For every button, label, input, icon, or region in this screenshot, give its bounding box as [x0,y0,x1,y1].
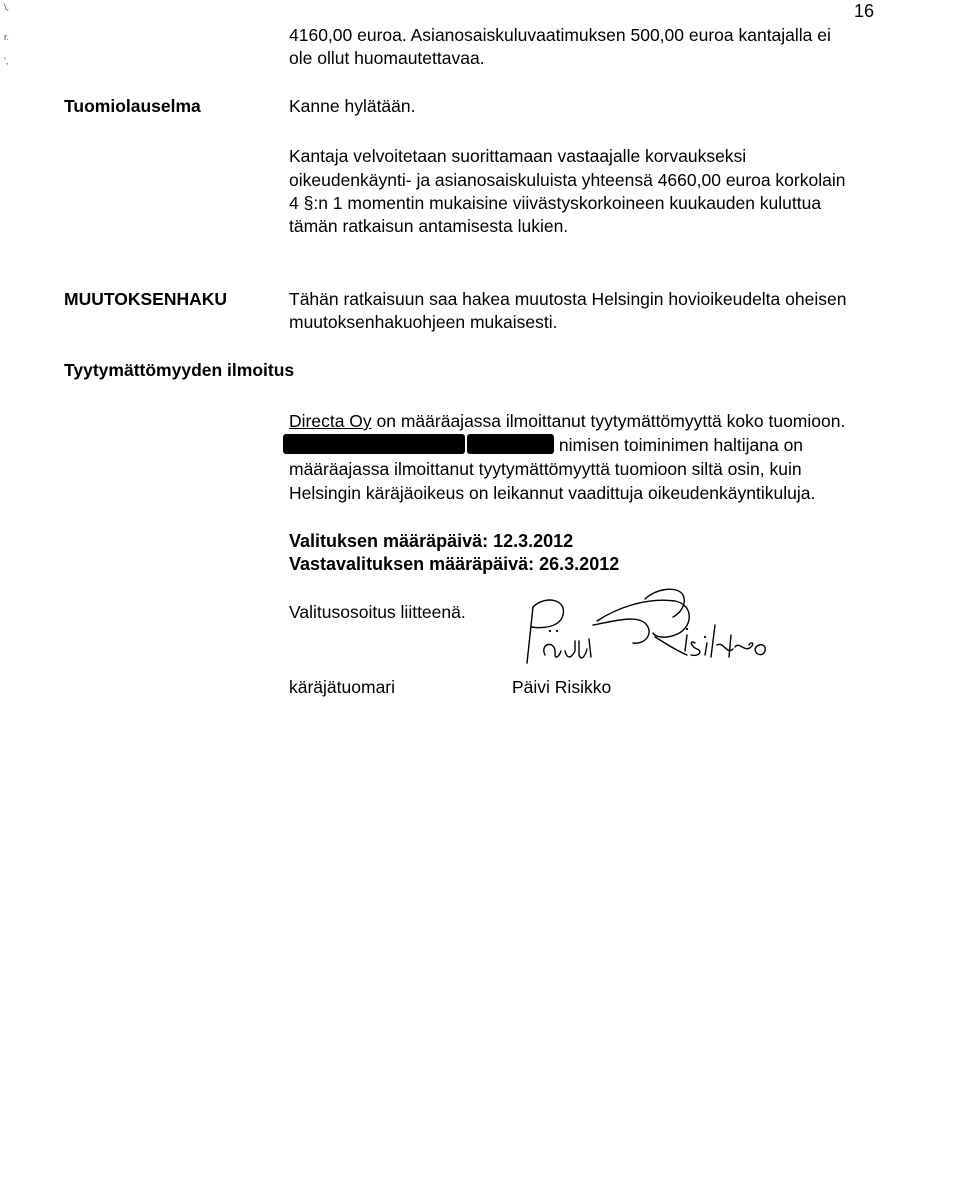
verdict-para-line-1: Kantaja velvoitetaan suorittamaan vastaajalle korvaukseksi [289,146,747,166]
scan-mark: \, [4,2,10,12]
counter-appeal-deadline: Vastavalituksen määräpäivä: 26.3.2012 [289,554,620,574]
intro-line-2: ole ollut huomautettavaa. [289,48,485,68]
appeal-deadline: Valituksen määräpäivä: 12.3.2012 [289,531,574,551]
page-number: 16 [854,1,875,21]
signer-title: käräjätuomari [289,677,396,697]
scan-mark: ', [4,56,9,66]
section-heading-muutoksenhaku: MUUTOKSENHAKU [64,289,228,309]
dissatisfaction-line-2 [283,434,803,456]
dissatisfaction-line-2-rest: nimisen toiminimen haltijana on [558,435,804,455]
dissatisfaction-line-1 [289,410,845,432]
redaction-block [283,434,465,454]
dissatisfaction-line-4: Helsingin käräjäoikeus on leikannut vaadittuja oikeudenkäyntikuluja. [289,483,816,503]
dissatisfaction-line-1-rest: on määräajassa ilmoittanut tyytymättömyyttä koko tuomioon. [371,411,846,431]
section-heading-tuomiolauselma: Tuomiolauselma [64,96,201,116]
appeal-line-2: muutoksenhakuohjeen mukaisesti. [289,312,558,332]
intro-line-1: 4160,00 euroa. Asianosaiskuluvaatimuksen 500,00 euroa kantajalla ei [289,25,831,45]
company-name: Directa Oy [289,411,372,431]
verdict-para-line-2: oikeudenkäynti- ja asianosaiskuluista yhteensä 4660,00 euroa korkolain [289,170,846,190]
verdict-para-line-4: tämän ratkaisun antamisesta lukien. [289,216,569,236]
appeal-line-1: Tähän ratkaisuun saa hakea muutosta Helsingin hovioikeudelta oheisen [289,289,847,309]
redaction-block [467,434,554,454]
verdict-para-line-3: 4 §:n 1 momentin mukaisine viivästyskorkoineen kuukauden kuluttua [289,193,822,213]
verdict-line: Kanne hylätään. [289,96,416,116]
appeal-instructions-note: Valitusosoitus liitteenä. [289,602,466,622]
signer-name: Päivi Risikko [512,677,612,697]
dissatisfaction-line-3: määräajassa ilmoittanut tyytymättömyyttä tuomioon siltä osin, kuin [289,459,802,479]
scan-mark: r. [4,32,10,42]
handwritten-signature [505,585,775,675]
section-heading-tyytymattomyys: Tyytymättömyyden ilmoitus [64,360,295,380]
